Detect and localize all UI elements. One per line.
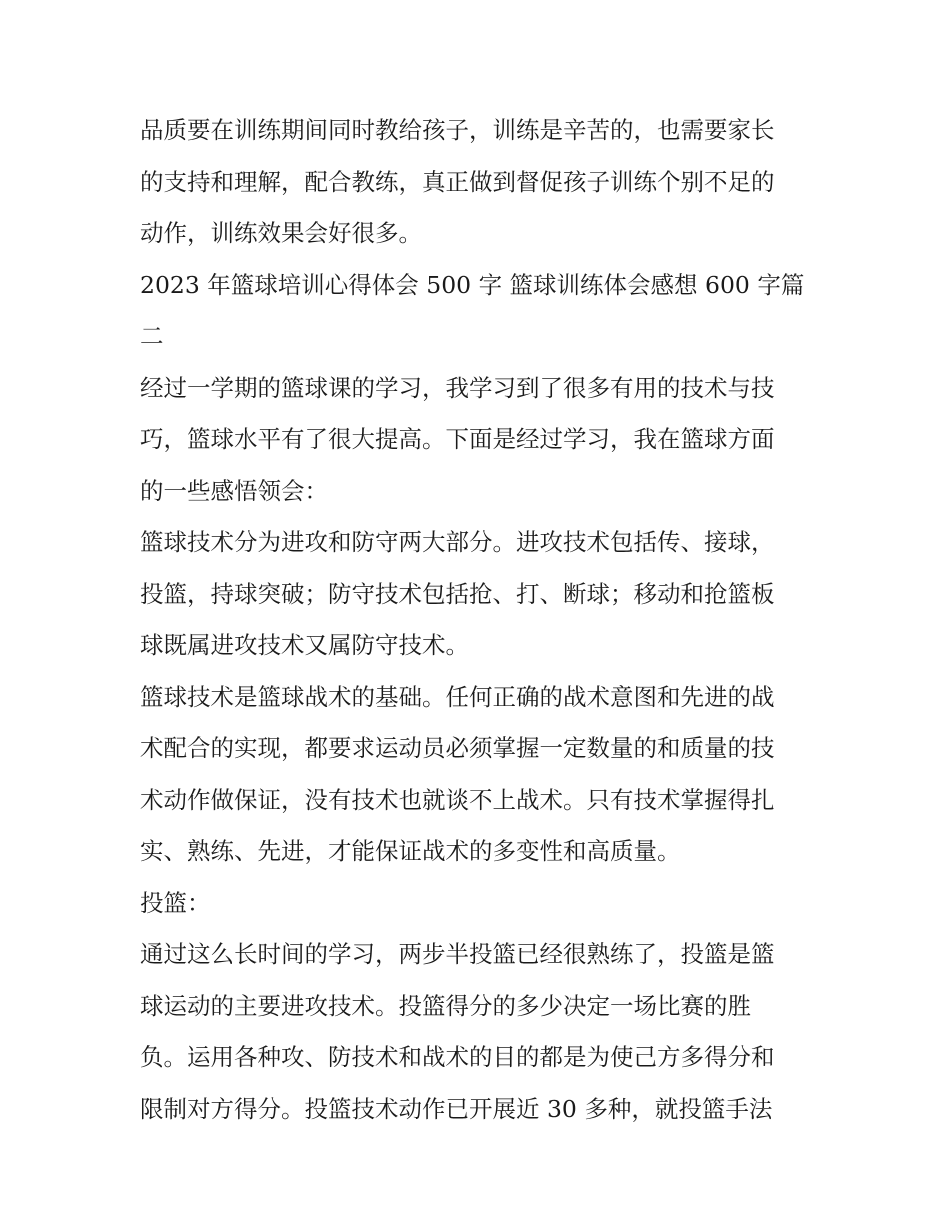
text-line-9: 篮球技术分为进攻和防守两大部分。进攻技术包括传、接球， [140,528,775,556]
text-line-2: 的支持和理解，配合教练，真正做到督促孩子训练个别不足的 [140,167,775,196]
text-line-15: 实、熟练、先进，才能保证战术的多变性和高质量。 [140,837,681,865]
text-line-17: 通过这么长时间的学习，两步半投篮已经很熟练了，投篮是篮 [140,940,775,968]
text-line-20: 限制对方得分。投篮技术动作已开展近 30 多种，就投篮手法 [140,1094,773,1123]
text-line-14: 术动作做保证，没有技术也就谈不上战术。只有技术掌握得扎 [140,785,775,814]
text-line-11: 球既属进攻技术又属防守技术。 [140,631,469,659]
text-line-18: 球运动的主要进攻技术。投篮得分的多少决定一场比赛的胜 [140,991,751,1020]
text-line-7: 巧，篮球水平有了很大提高。下面是经过学习，我在篮球方面 [140,425,775,453]
subheading-shooting: 投篮： [140,888,211,917]
text-line-1: 品质要在训练期间同时教给孩子，训练是辛苦的，也需要家长 [140,116,775,144]
text-line-3: 动作，训练效果会好很多。 [140,219,422,247]
section-heading-line-1: 2023 年篮球培训心得体会 500 字 篮球训练体会感想 600 字篇 [140,270,805,299]
text-line-6: 经过一学期的篮球课的学习，我学习到了很多有用的技术与技 [140,373,775,402]
text-line-8: 的一些感悟领会： [140,476,328,505]
section-heading-line-2: 二 [140,322,164,350]
text-line-12: 篮球技术是篮球战术的基础。任何正确的战术意图和先进的战 [140,682,775,711]
text-line-13: 术配合的实现，都要求运动员必须掌握一定数量的和质量的技 [140,734,775,762]
text-line-19: 负。运用各种攻、防技术和战术的目的都是为使己方多得分和 [140,1043,775,1071]
document-body [140,105,820,1135]
text-line-10: 投篮，持球突破；防守技术包括抢、打、断球；移动和抢篮板 [140,579,775,608]
